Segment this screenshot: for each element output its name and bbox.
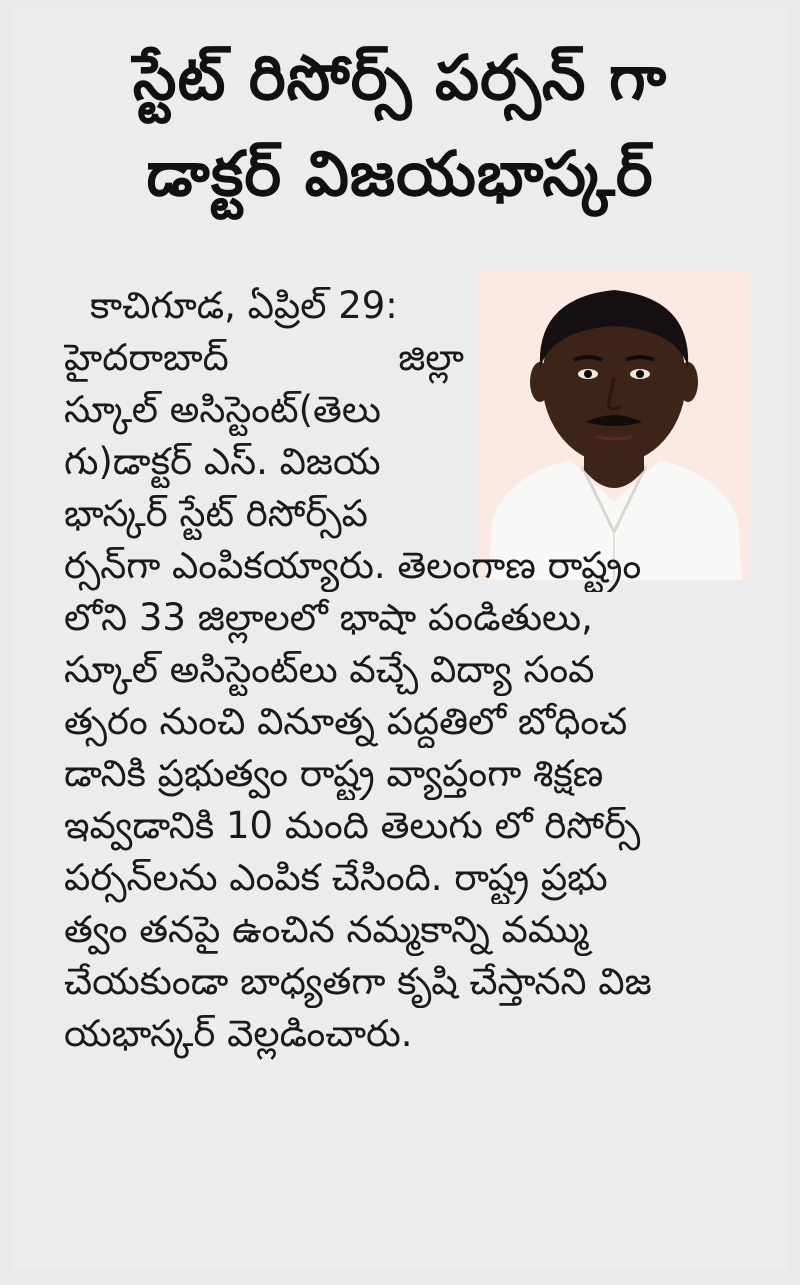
article-line-7: లోని 33 జిల్లాలలో భాషా పండితులు, — [64, 596, 593, 639]
article-line-9: త్సరం నుంచి వినూత్న పద్ధతిలో బోధించ — [64, 700, 628, 743]
article-line-1: కాచిగూడ, ఏప్రిల్ 29: — [90, 284, 398, 327]
article-line-2-left: హైదరాబాద్ — [64, 336, 229, 379]
article-line-12: పర్సన్‌లను ఎంపిక చేసింది. రాష్ట్ర ప్రభు — [64, 856, 608, 899]
article-line-13: త్వం తనపై ఉంచిన నమ్మకాన్ని వమ్ము — [64, 908, 589, 951]
article-line-2-right: జిల్లా — [398, 336, 464, 379]
article-line-8: స్కూల్ అసిస్టెంట్‌లు వచ్చే విద్యా సంవ — [64, 648, 595, 691]
article-line-6: ర్సన్‌గా ఎంపికయ్యారు. తెలంగాణ రాష్ట్రం — [64, 544, 642, 587]
article-line-5: భాస్కర్ స్టేట్ రిసోర్స్‌ప — [64, 492, 368, 535]
article-body — [64, 280, 752, 1060]
article-line-15: యభాస్కర్ వెల్లడించారు. — [64, 1012, 413, 1055]
headline-line-1: స్టేట్ రిసోర్స్ పర్సన్ గా — [132, 41, 668, 114]
article-line-4: గు)డాక్టర్ ఎస్. విజయ — [64, 440, 381, 483]
article-line-11: ఇవ్వడానికి 10 మంది తెలుగు లో రిసోర్స్ — [64, 804, 641, 847]
article-line-10: డానికి ప్రభుత్వం రాష్ట్ర వ్యాప్తంగా శిక్షణ — [64, 752, 604, 795]
headline-line-2: డాక్టర్ విజయభాస్కర్ — [146, 137, 654, 210]
article-line-2 — [64, 332, 464, 384]
article-line-3: స్కూల్ అసిస్టెంట్(తెలు — [64, 388, 381, 431]
headline — [12, 30, 788, 222]
article-line-14: చేయకుండా బాధ్యతగా కృషి చేస్తానని విజ — [64, 960, 652, 1003]
news-clipping — [12, 8, 788, 1270]
